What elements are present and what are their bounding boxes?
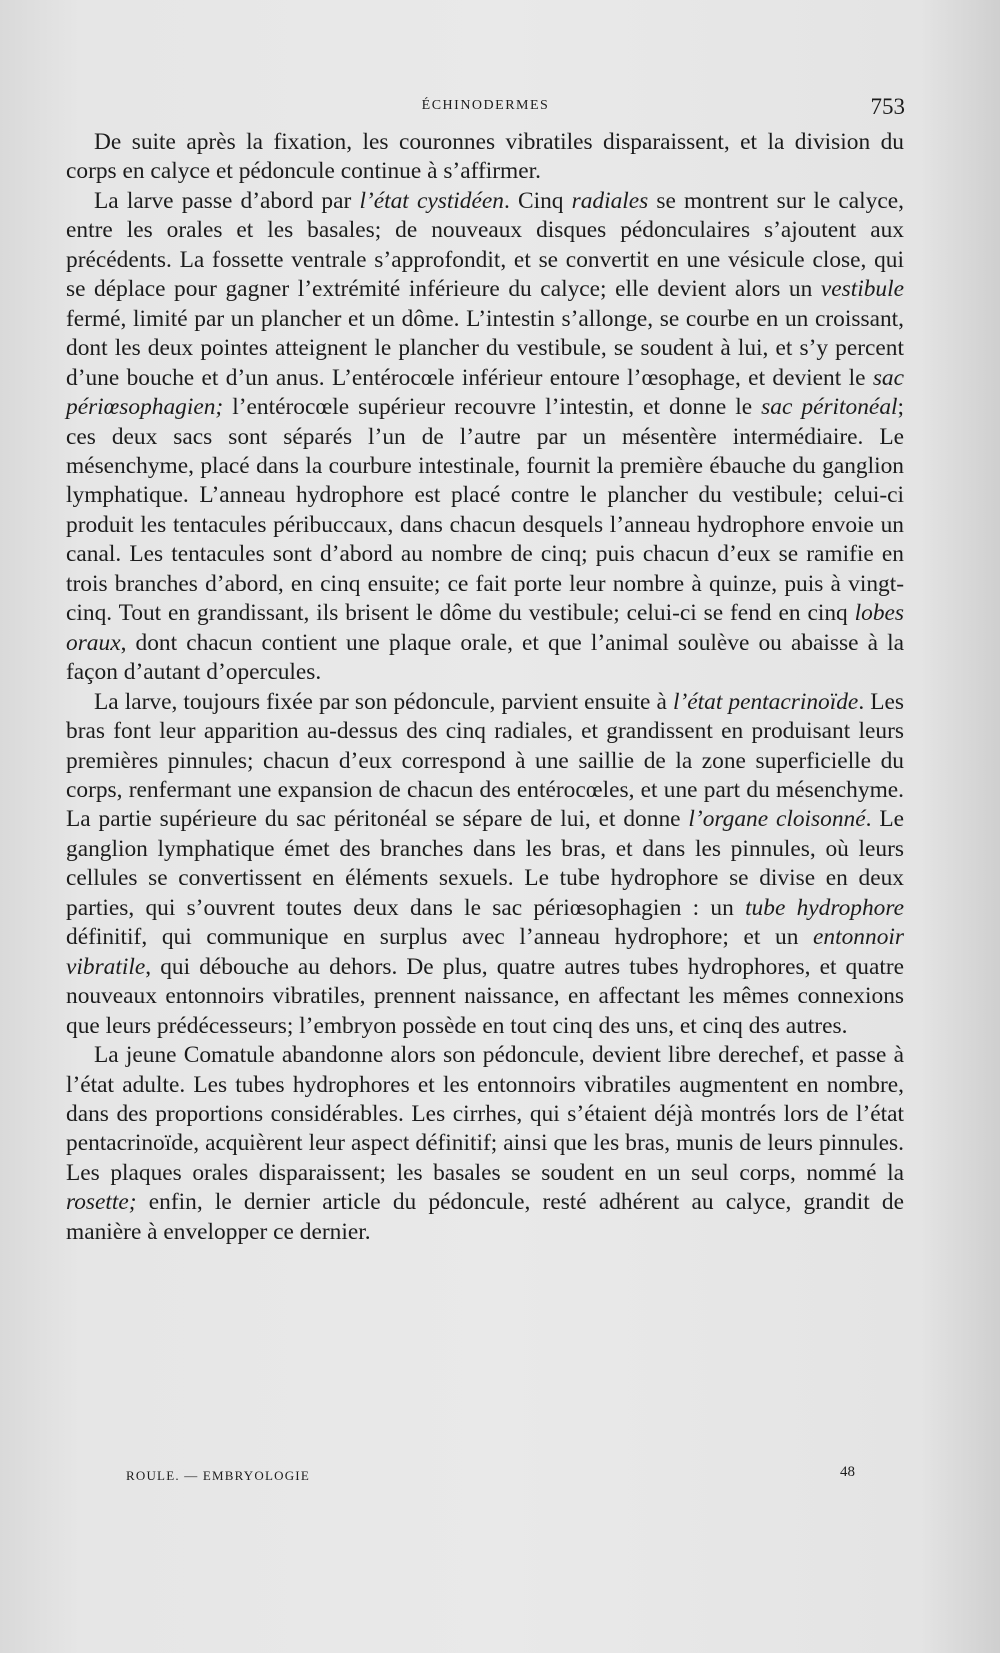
paragraph xyxy=(66,128,904,187)
page-footer xyxy=(126,1464,905,1488)
italic-term: entonnoir vibratile xyxy=(66,924,904,980)
italic-term: l’organe cloisonné xyxy=(688,806,866,833)
body-text xyxy=(66,128,904,1247)
text-segment: De suite après la fixation, les couronnes vibratiles disparaissent, et la division du corps en calyce et pédoncule continue à s’affirmer. xyxy=(66,129,904,185)
text-segment: l’entérocœle supérieur recouvre l’intestin, et donne le xyxy=(223,394,762,421)
text-segment: définitif, qui communique en surplus avec l’anneau hydrophore; et un xyxy=(66,924,814,951)
text-segment: La jeune Comatule abandonne alors son pédoncule, devient libre derechef, et passe à l’état adulte. Les tubes hydrophores et les entonnoirs vibratiles augmentent en nombre, dans des proportions considérables. Les cirrhes, qui s’étaient déjà montrés lors de l’état pentacrinoïde, acquièrent leur aspect définitif; ainsi que les bras, munis de leurs pinnules. Les plaques orales disparaissent; les basales se soudent en un seul corps, nommé la xyxy=(66,1042,904,1186)
text-segment: , qui débouche au dehors. De plus, quatre autres tubes hydrophores, et quatre nouveaux entonnoirs vibratiles, prennent naissance, en affectant les mêmes connexions que leurs prédécesseurs; l’embryon possède en tout cinq des uns, et cinq des autres. xyxy=(66,953,904,1039)
paragraph xyxy=(66,187,904,688)
text-segment: se montrent sur le calyce, entre les orales et les basales; de nouveaux disques pédonculaires s’ajoutent aux précédents. La fossette ventrale s’approfondit, et se convertit en une vésicule close, qui se déplace pour gagner l’extrémité inférieure du calyce; elle devient alors un xyxy=(66,187,904,303)
text-segment: . Cinq xyxy=(503,187,572,214)
text-segment: . Le ganglion lymphatique émet des branches dans les bras, et dans les pinnules, où leurs cellules se convertissent en éléments sexuels. Le tube hydrophore se divise en deux parties, qui s’ouvrent toutes deux dans le sac périœsophagien : un xyxy=(66,806,904,921)
italic-term: rosette; xyxy=(66,1189,137,1216)
paragraph xyxy=(66,1041,904,1247)
author-title-line: ROULE. — EMBRYOLOGIE xyxy=(126,1468,310,1483)
text-segment: La larve passe d’abord par xyxy=(94,187,360,214)
text-segment: fermé, limité par un plancher et un dôme. L’intestin s’allonge, se courbe en un croissant, dont les deux pointes atteignent le plancher du vestibule, se soudent à lui, et s’y percent d’une bouche et d’un anus. L’entérocœle inférieur entoure l’œsophage, et devient le xyxy=(66,305,904,391)
signature-mark: 48 xyxy=(840,1464,855,1480)
italic-term: lobes oraux xyxy=(66,600,904,656)
text-segment: ; ces deux sacs sont séparés l’un de l’autre par un mésentère intermédiaire. Le mésenchyme, placé dans la courbure intestinale, fournit la première ébauche du ganglion lymphatique. L’anneau hydrophore est placé contre le plancher du vestibule; celui-ci produit les tentacules péribuccaux, dans chacun desquels l’anneau hydrophore envoie un canal. Les tentacules sont d’abord au nombre de cinq; puis chacun d’eux se ramifie en trois branches d’abord, en cinq ensuite; ce fait porte leur nombre à quinze, puis à vingt-cinq. Tout en grandissant, ils brisent le dôme du vestibule; celui-ci se fend en cinq xyxy=(66,394,905,627)
text-segment: . Les bras font leur apparition au-dessus des cinq radiales, et grandissent en produisant leurs premières pinnules; chacun d’eux correspond à une saillie de la zone superficielle du corps, renfermant une expansion de chacun des entérocœles, et une part du mésenchyme. La partie supérieure du sac péritonéal se sépare de lui, et donne xyxy=(66,688,904,833)
italic-term: l’état cystidéen xyxy=(359,187,504,214)
italic-term: radiales xyxy=(571,187,649,214)
text-segment: , dont chacun contient une plaque orale, et que l’animal soulève ou abaisse à la façon d’autant d’opercules. xyxy=(66,629,904,686)
text-segment: enfin, le dernier article du pédoncule, resté adhérent au calyce, grandit de manière à envelopper ce dernier. xyxy=(66,1189,904,1245)
italic-term: vestibule xyxy=(820,276,904,303)
italic-term: sac péritonéal xyxy=(761,394,898,421)
paragraph xyxy=(66,688,904,1041)
italic-term: l’état pentacrinoïde xyxy=(672,688,859,715)
italic-term: sac périœsophagien; xyxy=(66,364,904,421)
page-header xyxy=(66,94,905,122)
page-number: 753 xyxy=(870,94,905,119)
running-title: ÉCHINODERMES xyxy=(421,98,550,113)
text-segment: La larve, toujours fixée par son pédoncule, parvient ensuite à xyxy=(94,688,673,715)
italic-term: tube hydrophore xyxy=(745,894,904,921)
